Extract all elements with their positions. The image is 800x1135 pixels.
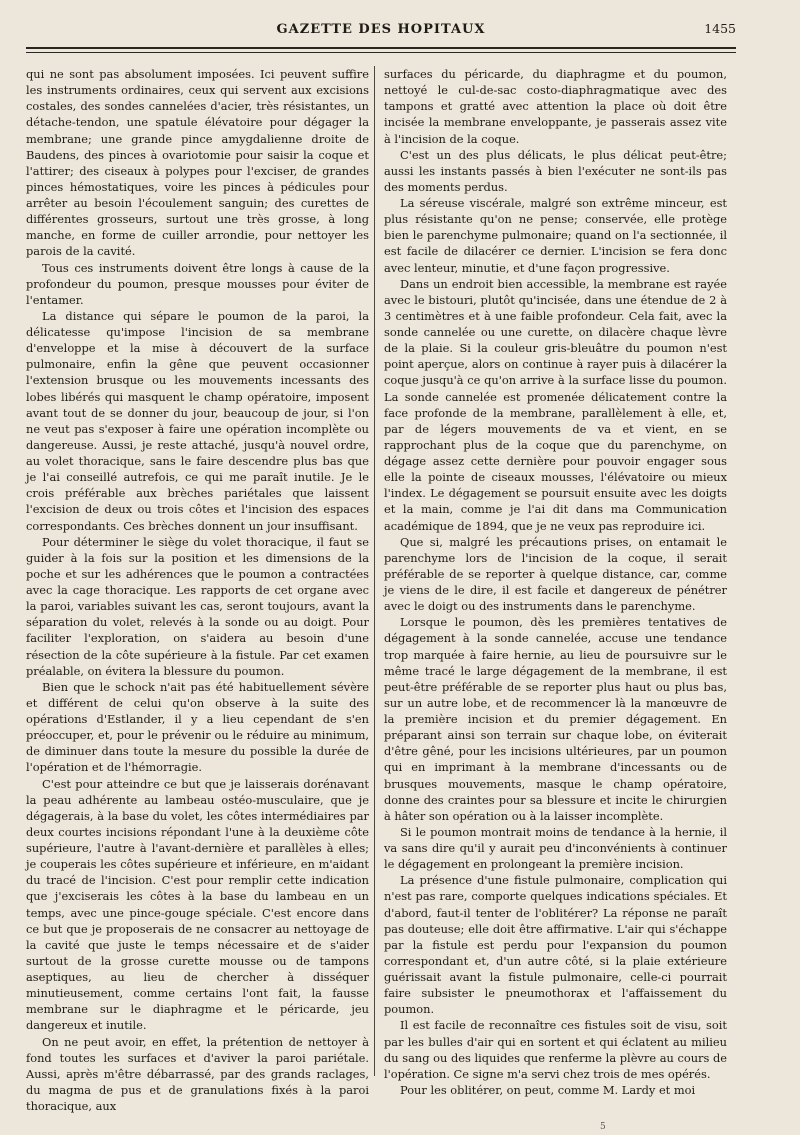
page-mark: 5 — [600, 1122, 606, 1132]
paragraph: Lorsque le poumon, dès les premières tentatives de dégagement à la sonde cannelée, accuse une tendance trop marquée à faire hernie, au lieu de poursuivre sur le même tracé le large dégagement de la membrane, il est peut-être préférable de se reporter plus haut ou plus bas, sur un autre lobe, et de recommencer là la manœuvre de la première incision et du premier dégagement. En préparant ainsi son terrain sur chaque lobe, on éviterait d'être gêné, pour les incisions ultérieures, par un poumon qui en imprimant à la membrane d'incessants ou de brusques mouvements, masque le champ opératoire, donne des craintes pour sa blessure et incite le chirurgien à hâter son opération ou à la laisser incomplète. — [384, 615, 727, 823]
paragraph: Pour les oblitérer, on peut, comme M. Lardy et moi — [400, 1082, 696, 1097]
paragraph: Tous ces instruments doivent être longs à cause de la profondeur du poumon, presque mousses pour éviter de l'entamer. — [26, 260, 369, 307]
journal-title: GAZETTE DES HOPITAUX — [276, 22, 486, 37]
page-header — [26, 18, 736, 42]
paragraph: Pour déterminer le siège du volet thoracique, il faut se guider à la fois sur la position et les dimensions de la poche et sur les adhérences que le poumon a contractées avec la cage thoracique. Les rapports de cet organe avec la paroi, variables suivant les cas, seront toujours, avant la séparation du volet, relevés à la sonde ou au doigt. Pour faciliter l'exploration, on s'aidera au besoin d'une résection de la côte supérieure à la fistule. Par cet examen préalable, on évitera la blessure du poumon. — [26, 534, 369, 678]
paragraph: La présence d'une fistule pulmonaire, complication qui n'est pas rare, comporte quelques indications spéciales. Et d'abord, faut-il tenter de l'oblitérer? La réponse ne paraît pas douteuse; elle doit être affirmative. L'air qui s'échappe par la fistule est perdu pour l'expansion du poumon correspondant et, d'un autre côté, si la plaie extérieure guérissait avant la fistule pulmonaire, celle-ci pourrait faire subsister le pneumothorax et l'affaissement du poumon. — [384, 873, 727, 1017]
paragraph: Bien que le schock n'ait pas été habituellement sévère et différent de celui qu'on observe à la suite des opérations d'Estlander, il y a lieu cependant de s'en préoccuper, et, pour le prévenir ou le réduire au minimum, de diminuer dans toute la mesure du possible la durée de l'opération et de l'hémorragie. — [26, 679, 369, 775]
right-column — [384, 66, 727, 1098]
paragraph: Que si, malgré les précautions prises, on entamait le parenchyme lors de l'incision de la coque, il serait préférable de se reporter à quelque distance, car, comme je viens de le dire, il est facile et dangereux de pénétrer avec le doigt ou des instruments dans le parenchyme. — [384, 534, 727, 614]
left-column — [26, 66, 369, 1114]
paragraph: La distance qui sépare le poumon de la paroi, la délicatesse qu'impose l'incision de sa membrane d'enveloppe et la mise à découvert de la surface pulmonaire, enfin la gêne que peuvent occasionner l'extension brusque ou les mouvements incessants des lobes libérés qui masquent le champ opératoire, imposent avant tout de se donner du jour, beaucoup de jour, si l'on ne veut pas s'exposer à faire une opération incomplète ou dangereuse. Aussi, je reste attaché, jusqu'à nouvel ordre, au volet thoracique, sans le faire descendre plus bas que je l'ai conseillé autrefois, ce qui me paraît inutile. Je le crois préférable aux brèches pariétales que laissent l'excision de deux ou trois côtes et l'incision des espaces correspondants. Ces brèches donnent un jour insuffisant. — [26, 308, 369, 533]
page-number: 1455 — [704, 21, 736, 36]
paragraph: qui ne sont pas absolument imposées. Ici peuvent suffire les instruments ordinaires, ceux qui servent aux excisions costales, des sondes cannelées d'acier, très résistantes, un détache-tendon, une spatule élévatoire pour dégager la membrane; une grande pince amygdalienne droite de Baudens, des pinces à ovariotomie pour saisir la coque et l'attirer; des ciseaux à polypes pour l'exciser, de grandes pinces hémostatiques, voire les pinces à pédicules pour arrêter au besoin l'écoulement sanguin; des curettes de différentes grosseurs, surtout une très grosse, à long manche, en forme de cuiller arrondie, pour nettoyer les parois de la cavité. — [26, 67, 369, 259]
paragraph: surfaces du péricarde, du diaphragme et du poumon, nettoyé le cul-de-sac costo-diaphragmatique avec des tampons et gratté avec attention la place où doit être incisée la membrane enveloppante, je passerais assez vite à l'incision de la coque. — [384, 67, 727, 146]
column-divider — [374, 66, 375, 1076]
paragraph: On ne peut avoir, en effet, la prétention de nettoyer à fond toutes les surfaces et d'aviver la paroi pariétale. Aussi, après m'être débarrassé, par des grands raclages, du magma de pus et de granulations fixés à la paroi thoracique, aux — [26, 1034, 369, 1113]
paragraph: C'est un des plus délicats, le plus délicat peut-être; aussi les instants passés à bien l'exécuter ne sont-ils pas des moments perdus. — [384, 147, 727, 194]
header-rule-top — [26, 47, 736, 49]
paragraph: Il est facile de reconnaître ces fistules soit de visu, soit par les bulles d'air qui en sortent et qui éclatent au milieu du sang ou des liquides que renferme la plèvre au cours de l'opération. Ce signe m'a servi chez trois de mes opérés. — [384, 1018, 727, 1081]
header-rule-bottom — [26, 52, 736, 53]
paragraph: C'est pour atteindre ce but que je laisserais dorénavant la peau adhérente au lambeau ostéo-musculaire, que je dégagerais, à la base du volet, les côtes intermédiaires par deux courtes incisions répondant l'une à la deuxième côte supérieure, l'autre à l'avant-dernière et parallèles à elles; je couperais les côtes supérieure et inférieure, en m'aidant du tracé de l'incision. C'est pour remplir cette indication que j'exciserais les côtes à la base du lambeau en un temps, avec une pince-gouge spéciale. C'est encore dans ce but que je proposerais de ne consacrer au nettoyage de la cavité que juste le temps nécessaire et de s'aider surtout de la grosse curette mousse ou de tampons aseptiques, au lieu de chercher à disséquer minutieusement, comme certains l'ont fait, la fausse membrane sur le diaphragme et le péricarde, jeu dangereux et inutile. — [26, 776, 369, 1033]
paragraph: Si le poumon montrait moins de tendance à la hernie, il va sans dire qu'il y aurait peu d'inconvénients à continuer le dégagement en prolongeant la première incision. — [384, 824, 727, 872]
paragraph: La séreuse viscérale, malgré son extrême minceur, est plus résistante qu'on ne pense; conservée, elle protège bien le parenchyme pulmonaire; quand on l'a sectionnée, il est facile de dilacérer ce dernier. L'incision se fera donc avec lenteur, minutie, et d'une façon progressive. — [384, 196, 727, 275]
paragraph: Dans un endroit bien accessible, la membrane est rayée avec le bistouri, plutôt qu'incisée, dans une étendue de 2 à 3 centimètres et à une faible profondeur. Cela fait, avec la sonde cannelée ou une curette, on dilacère chaque lèvre de la plaie. Si la couleur gris-bleuâtre du poumon n'est point aperçue, alors on continue à rayer puis à dilacérer la coque jusqu'à ce qu'on arrive à la surface lisse du poumon. La sonde cannelée est promenée délicatement contre la face profonde de la membrane, parallèlement à elle, et, par de légers mouvements de va et vient, en se rapprochant plus de la coque que du parenchyme, on dégage assez cette dernière pour pouvoir engager sous elle la pointe de ciseaux mousses, l'élévatoire ou mieux l'index. Le dégagement se poursuit ensuite avec les doigts et la main, comme je l'ai dit dans ma Communication académique de 1894, que je ne veux pas reproduire ici. — [384, 276, 727, 533]
